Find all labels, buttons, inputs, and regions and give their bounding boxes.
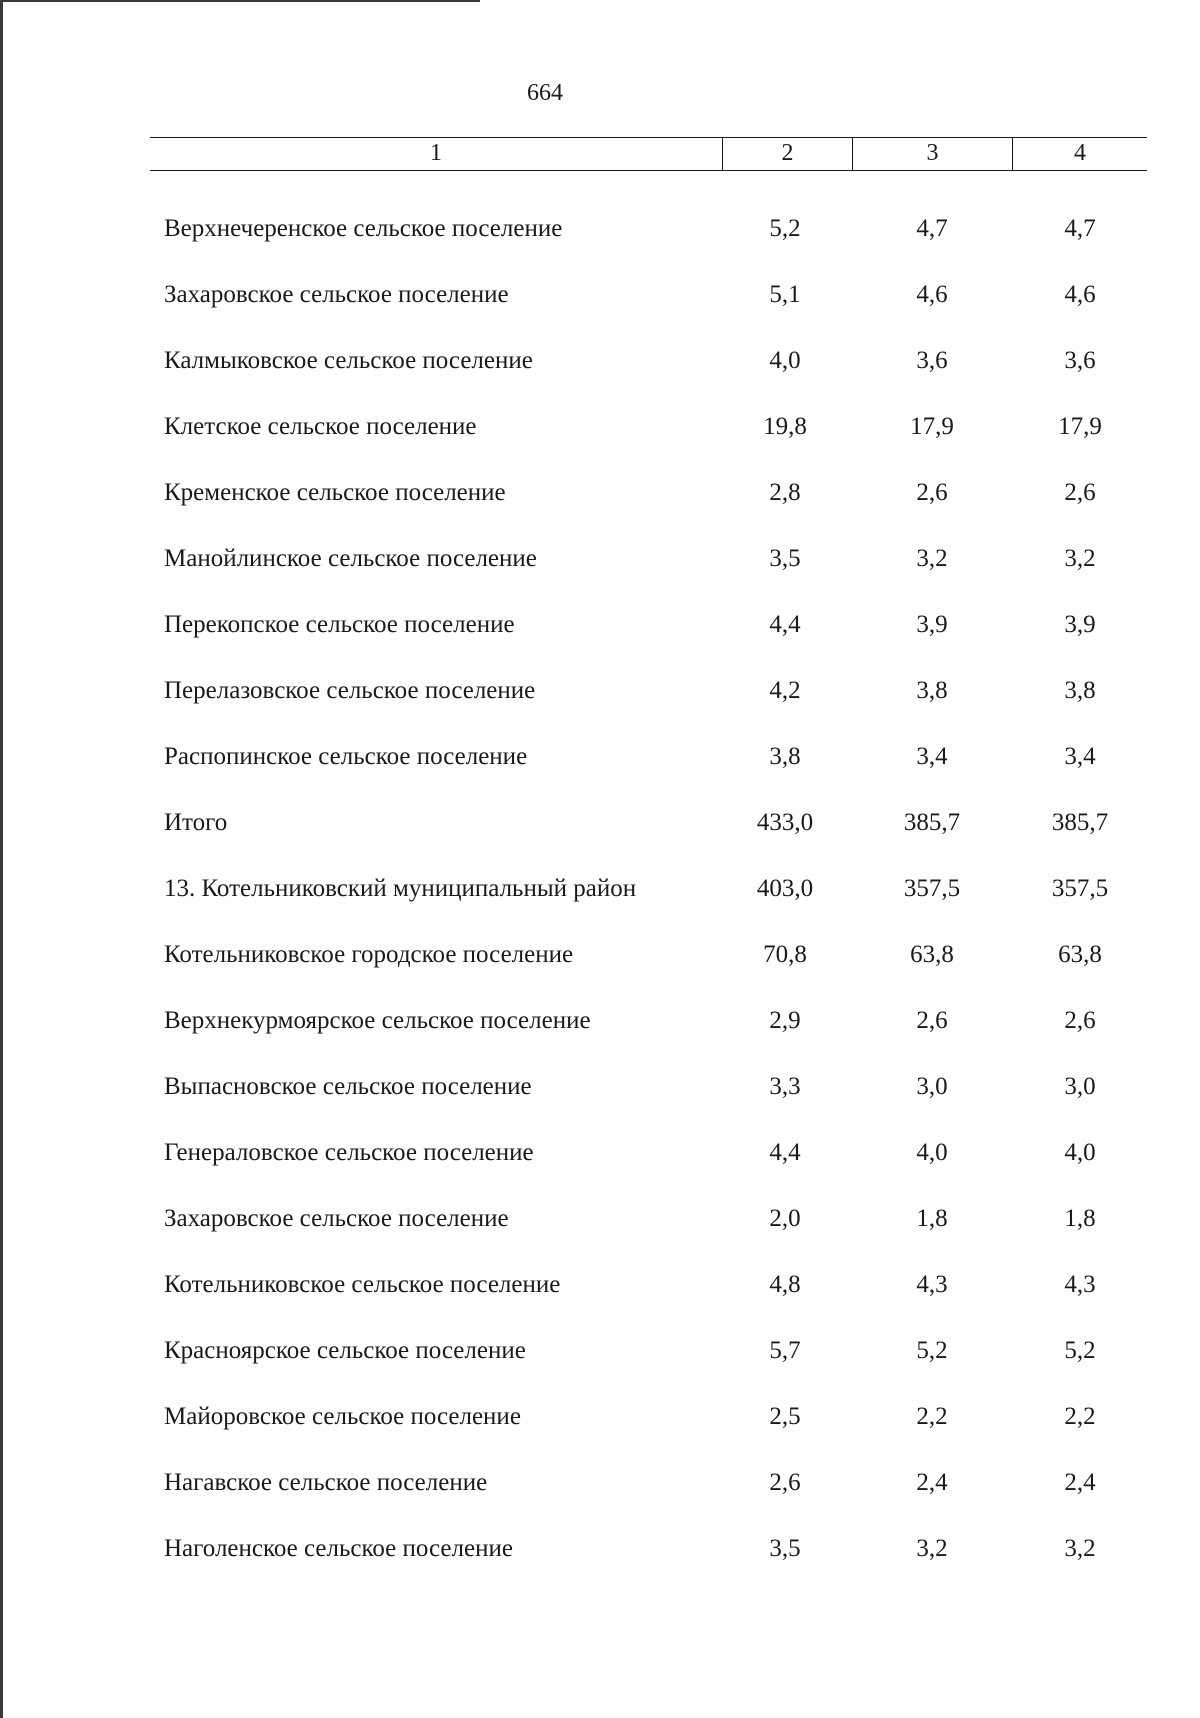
- row-name: Майоровское сельское поселение: [164, 1403, 521, 1430]
- row-value-col-3: 4,3: [916, 1271, 948, 1298]
- row-value-col-4: 3,9: [1064, 611, 1096, 638]
- table-row: [0, 922, 1200, 988]
- row-name: 13. Котельниковский муниципальный район: [164, 875, 637, 902]
- table-row: [0, 460, 1200, 526]
- table-row-total: [0, 790, 1200, 856]
- row-value-col-4: 385,7: [1051, 809, 1109, 836]
- row-name: Генераловское сельское поселение: [164, 1139, 534, 1166]
- row-value-col-2: 70,8: [763, 941, 807, 968]
- table-row: [0, 1318, 1200, 1384]
- table-row: [0, 1384, 1200, 1450]
- row-name: Котельниковское городское поселение: [164, 941, 574, 968]
- row-value-col-4: 63,8: [1058, 941, 1102, 968]
- row-name: Клетское сельское поселение: [164, 413, 477, 440]
- row-name: Нагавское сельское поселение: [164, 1469, 488, 1496]
- row-value-col-4: 3,2: [1064, 1535, 1096, 1562]
- row-value-col-2: 2,9: [769, 1007, 801, 1034]
- row-name: Перелазовское сельское поселение: [164, 677, 536, 704]
- row-value-col-3: 2,6: [916, 479, 948, 506]
- table-header: [150, 137, 1147, 171]
- row-name: Захаровское сельское поселение: [164, 1205, 509, 1232]
- table-row: [0, 1120, 1200, 1186]
- row-value-col-4: 3,4: [1064, 743, 1096, 770]
- row-value-col-2: 4,2: [769, 677, 801, 704]
- row-value-col-2: 3,3: [769, 1073, 801, 1100]
- row-name: Перекопское сельское поселение: [164, 611, 515, 638]
- row-value-col-2: 4,4: [769, 1139, 801, 1166]
- table-row: [0, 328, 1200, 394]
- row-value-col-4: 2,2: [1064, 1403, 1096, 1430]
- row-value-col-4: 2,4: [1064, 1469, 1096, 1496]
- row-name: Кременское сельское поселение: [164, 479, 506, 506]
- row-value-col-2: 433,0: [756, 809, 814, 836]
- row-value-col-2: 3,5: [769, 545, 801, 572]
- table-row: [0, 394, 1200, 460]
- row-value-col-4: 2,6: [1064, 479, 1096, 506]
- table-row: [0, 1252, 1200, 1318]
- row-value-col-3: 63,8: [910, 941, 954, 968]
- row-value-col-4: 17,9: [1058, 413, 1102, 440]
- row-value-col-2: 3,8: [769, 743, 801, 770]
- header-col-3: 3: [853, 138, 1013, 170]
- table-row: [0, 262, 1200, 328]
- row-value-col-2: 4,0: [769, 347, 801, 374]
- row-name: Итого: [164, 809, 228, 836]
- table-row: [0, 592, 1200, 658]
- row-name: Калмыковское сельское поселение: [164, 347, 533, 374]
- row-value-col-3: 385,7: [903, 809, 961, 836]
- header-col-4: 4: [1074, 140, 1086, 166]
- row-value-col-4: 3,8: [1064, 677, 1096, 704]
- row-value-col-2: 5,2: [769, 215, 801, 242]
- row-value-col-2: 19,8: [763, 413, 807, 440]
- row-name: Котельниковское сельское поселение: [164, 1271, 561, 1298]
- row-value-col-4: 5,2: [1064, 1337, 1096, 1364]
- row-value-col-2: 2,6: [769, 1469, 801, 1496]
- row-value-col-3: 3,8: [916, 677, 948, 704]
- row-name: Захаровское сельское поселение: [164, 281, 509, 308]
- row-value-col-2: 5,1: [769, 281, 801, 308]
- row-name: Верхнечеренское сельское поселение: [164, 215, 563, 242]
- header-col-2: 2: [723, 138, 853, 170]
- row-value-col-3: 2,2: [916, 1403, 948, 1430]
- row-value-col-4: 4,7: [1064, 215, 1096, 242]
- table-row: [0, 1450, 1200, 1516]
- row-value-col-4: 4,0: [1064, 1139, 1096, 1166]
- row-value-col-2: 4,8: [769, 1271, 801, 1298]
- row-value-col-3: 3,2: [916, 545, 948, 572]
- table-row: [0, 526, 1200, 592]
- row-name: Наголенское сельское поселение: [164, 1535, 513, 1562]
- table-row: [0, 1186, 1200, 1252]
- row-name: Манойлинское сельское поселение: [164, 545, 537, 572]
- row-value-col-2: 5,7: [769, 1337, 801, 1364]
- row-name: Верхнекурмоярское сельское поселение: [164, 1007, 591, 1034]
- table-row: [0, 196, 1200, 262]
- row-value-col-2: 2,8: [769, 479, 801, 506]
- row-value-col-4: 1,8: [1064, 1205, 1096, 1232]
- row-value-col-3: 3,6: [916, 347, 948, 374]
- row-value-col-3: 5,2: [916, 1337, 948, 1364]
- table-row: [0, 1054, 1200, 1120]
- row-value-col-3: 357,5: [903, 875, 961, 902]
- table-row: [0, 1516, 1200, 1582]
- row-value-col-3: 1,8: [916, 1205, 948, 1232]
- table-row-district: [0, 856, 1200, 922]
- row-value-col-3: 3,0: [916, 1073, 948, 1100]
- row-name: Выпасновское сельское поселение: [164, 1073, 532, 1100]
- row-value-col-3: 2,6: [916, 1007, 948, 1034]
- row-value-col-2: 2,5: [769, 1403, 801, 1430]
- row-value-col-3: 2,4: [916, 1469, 948, 1496]
- row-value-col-3: 4,6: [916, 281, 948, 308]
- row-value-col-3: 4,0: [916, 1139, 948, 1166]
- row-value-col-4: 357,5: [1051, 875, 1109, 902]
- row-value-col-2: 2,0: [769, 1205, 801, 1232]
- table-row: [0, 658, 1200, 724]
- header-col-1: 1: [150, 138, 723, 170]
- row-name: Красноярское сельское поселение: [164, 1337, 526, 1364]
- row-value-col-4: 3,6: [1064, 347, 1096, 374]
- row-value-col-2: 4,4: [769, 611, 801, 638]
- scan-edge-top: [0, 0, 480, 2]
- row-value-col-4: 3,0: [1064, 1073, 1096, 1100]
- row-value-col-3: 3,2: [916, 1535, 948, 1562]
- row-value-col-3: 4,7: [916, 215, 948, 242]
- row-value-col-4: 4,3: [1064, 1271, 1096, 1298]
- table-row: [0, 988, 1200, 1054]
- row-name: Распопинское сельское поселение: [164, 743, 528, 770]
- row-value-col-2: 3,5: [769, 1535, 801, 1562]
- row-value-col-4: 4,6: [1064, 281, 1096, 308]
- row-value-col-2: 403,0: [756, 875, 814, 902]
- row-value-col-4: 3,2: [1064, 545, 1096, 572]
- table-body: [0, 196, 1200, 1582]
- row-value-col-3: 17,9: [910, 413, 954, 440]
- row-value-col-3: 3,9: [916, 611, 948, 638]
- page-number: 664: [527, 80, 563, 106]
- table-row: [0, 724, 1200, 790]
- row-value-col-4: 2,6: [1064, 1007, 1096, 1034]
- row-value-col-3: 3,4: [916, 743, 948, 770]
